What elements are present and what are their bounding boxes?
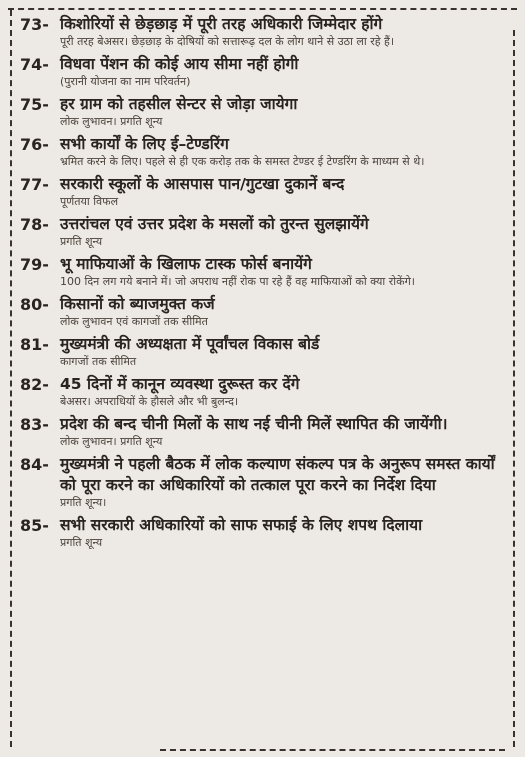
list-item-76 bbox=[20, 134, 498, 169]
item-heading: 45 दिनों में कानून व्यवस्था दुरूस्त कर देंगे bbox=[60, 375, 300, 393]
item-number: 85- bbox=[20, 516, 49, 535]
item-number: 84- bbox=[20, 455, 49, 474]
item-note: भ्रमित करने के लिए। पहले से ही एक करोड़ तक के समस्त टेण्डर ई टेण्डरिंग के माध्यम से थे। bbox=[60, 155, 425, 168]
dashed-border-right bbox=[513, 30, 515, 747]
item-note: बेअसर। अपराधियों के हौसले और भी बुलन्द। bbox=[60, 395, 239, 408]
item-heading: हर ग्राम को तहसील सेन्टर से जोड़ा जायेगा bbox=[60, 95, 298, 113]
item-note: प्रगति शून्य bbox=[60, 536, 103, 549]
item-number: 78- bbox=[20, 215, 49, 234]
item-number: 73- bbox=[20, 15, 49, 34]
list-item-75 bbox=[20, 94, 498, 129]
item-note: (पुरानी योजना का नाम परिवर्तन) bbox=[60, 75, 191, 88]
item-heading: भू माफियाओं के खिलाफ टास्क फोर्स बनायेंगे bbox=[60, 255, 312, 273]
list-item-83 bbox=[20, 414, 498, 449]
item-heading: किशोरियों से छेड़छाड़ में पूरी तरह अधिकारी जिम्मेदार होंगे bbox=[60, 15, 383, 33]
item-note: प्रगति शून्य bbox=[60, 235, 103, 248]
item-heading: सभी सरकारी अधिकारियों को साफ सफाई के लिए शपथ दिलाया bbox=[60, 516, 423, 534]
item-number: 74- bbox=[20, 55, 49, 74]
promise-list bbox=[20, 14, 498, 555]
item-note: कागजों तक सीमित bbox=[60, 355, 137, 368]
list-item-77 bbox=[20, 174, 498, 209]
item-heading: मुख्यमंत्री की अध्यक्षता में पूर्वांचल विकास बोर्ड bbox=[60, 335, 320, 353]
item-number: 81- bbox=[20, 335, 49, 354]
item-note: पूर्णतया विफल bbox=[60, 195, 119, 208]
dashed-border-bottom bbox=[160, 749, 505, 751]
item-number: 82- bbox=[20, 375, 49, 394]
item-note: लोक लुभावन एवं कागजों तक सीमित bbox=[60, 315, 208, 328]
item-number: 83- bbox=[20, 415, 49, 434]
list-item-73 bbox=[20, 14, 498, 49]
list-item-84 bbox=[20, 454, 498, 510]
item-note: पूरी तरह बेअसर। छेड़छाड़ के दोषियों को सत्तारूढ़ दल के लोग थाने से उठा ला रहे हैं। bbox=[60, 35, 395, 48]
item-heading: मुख्यमंत्री ने पहली बैठक में लोक कल्याण संकल्प पत्र के अनुरूप समस्त कार्यों को पूरा करने का अधिकारियों को तत्काल पूरा करने का निर्देश दिया bbox=[60, 455, 495, 494]
list-item-78 bbox=[20, 214, 498, 249]
list-item-74 bbox=[20, 54, 498, 89]
item-heading: उत्तरांचल एवं उत्तर प्रदेश के मसलों को तुरन्त सुलझायेंगे bbox=[60, 215, 369, 233]
item-note: प्रगति शून्य। bbox=[60, 496, 107, 509]
item-heading: सरकारी स्कूलों के आसपास पान/गुटखा दुकानें बन्द bbox=[60, 175, 345, 193]
item-number: 79- bbox=[20, 255, 49, 274]
item-note: लोक लुभावन। प्रगति शून्य bbox=[60, 435, 163, 448]
item-number: 76- bbox=[20, 135, 49, 154]
item-number: 77- bbox=[20, 175, 49, 194]
item-note: लोक लुभावन। प्रगति शून्य bbox=[60, 115, 163, 128]
item-heading: सभी कार्यों के लिए ई–टेण्डरिंग bbox=[60, 135, 229, 153]
item-heading: विधवा पेंशन की कोई आय सीमा नहीं होगी bbox=[60, 55, 299, 73]
list-item-82 bbox=[20, 374, 498, 409]
item-heading: किसानों को ब्याजमुक्त कर्ज bbox=[60, 295, 215, 313]
item-note: 100 दिन लग गये बनाने में। जो अपराध नहीं रोक पा रहे हैं वह माफियाओं को क्या रोकेंगे। bbox=[60, 275, 415, 288]
item-heading: प्रदेश की बन्द चीनी मिलों के साथ नई चीनी मिलें स्थापित की जायेंगी। bbox=[60, 415, 448, 433]
dashed-border-left bbox=[10, 10, 12, 747]
list-item-81 bbox=[20, 334, 498, 369]
item-number: 80- bbox=[20, 295, 49, 314]
list-item-85 bbox=[20, 515, 498, 550]
dashed-border-top bbox=[8, 8, 517, 10]
item-number: 75- bbox=[20, 95, 49, 114]
list-item-80 bbox=[20, 294, 498, 329]
list-item-79 bbox=[20, 254, 498, 289]
